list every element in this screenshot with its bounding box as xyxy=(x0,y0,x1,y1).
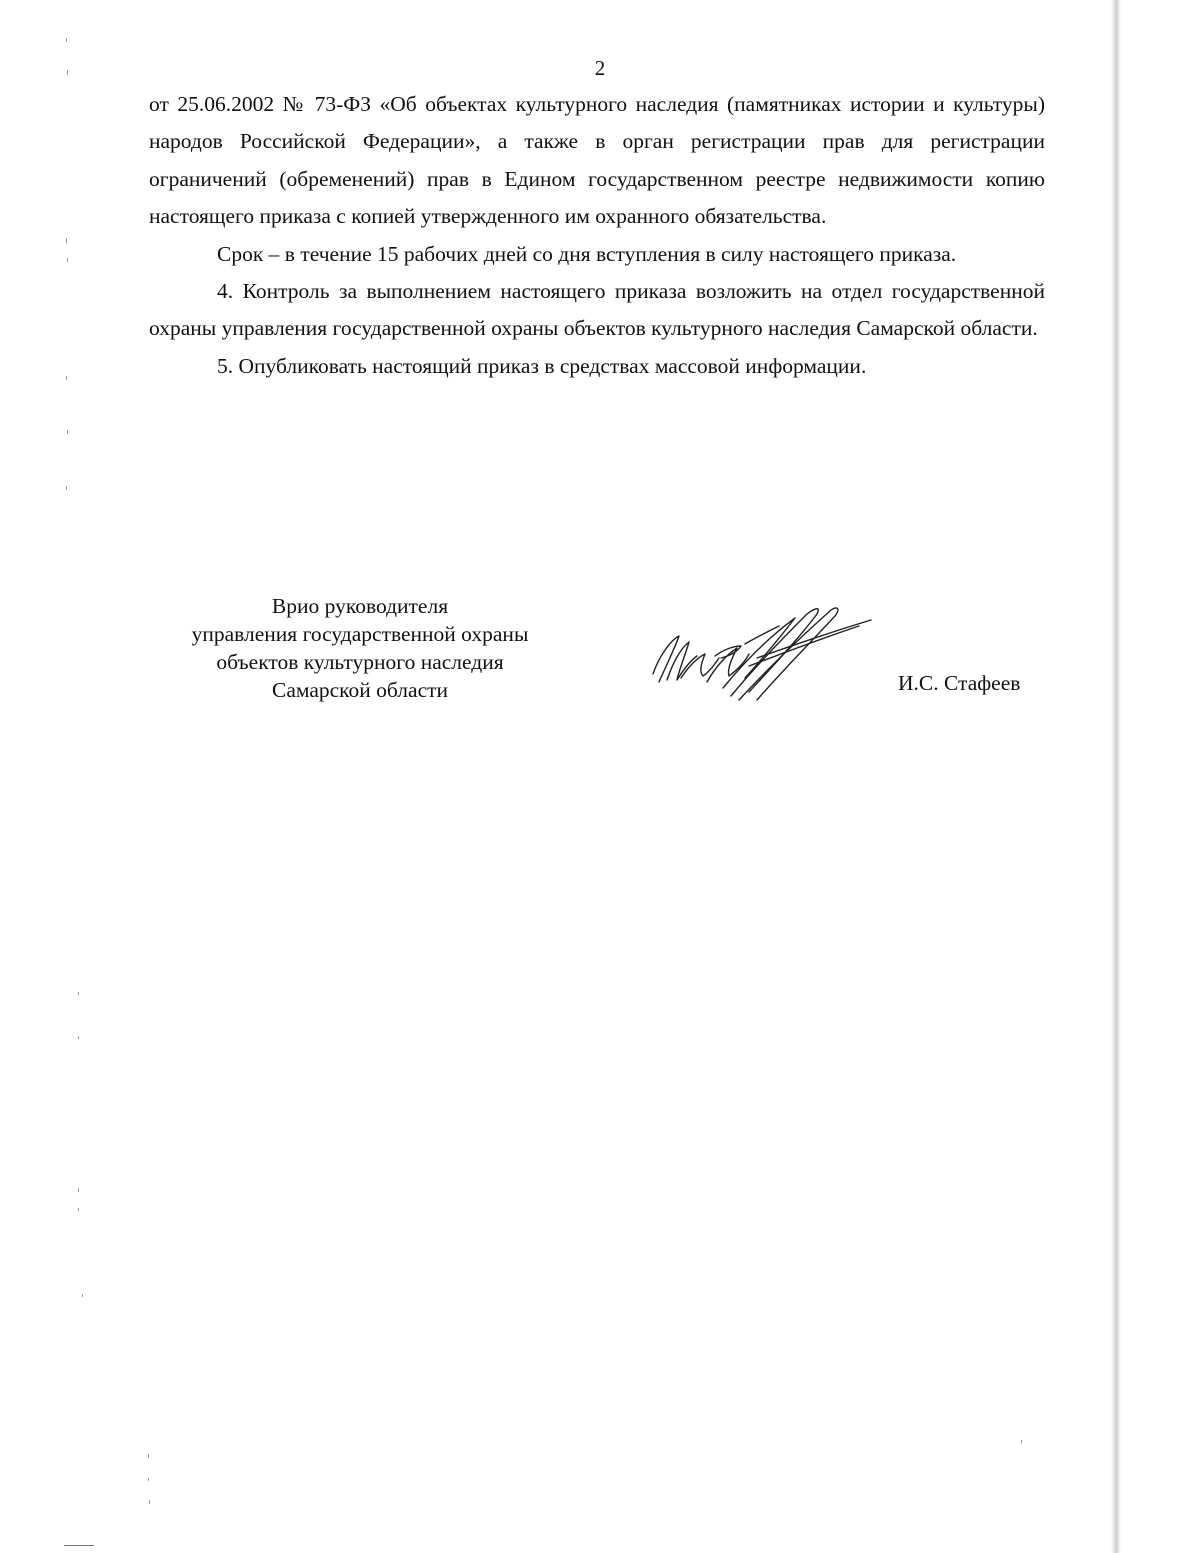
scan-artifact xyxy=(64,1545,94,1546)
scan-artifact xyxy=(67,430,68,434)
page-number: 2 xyxy=(594,56,606,80)
scan-artifact xyxy=(67,258,68,262)
position-line: управления государственной охраны xyxy=(191,622,529,646)
handwritten-signature xyxy=(645,596,880,708)
position-line: Врио руководителя xyxy=(271,594,449,618)
position-line: объектов культурного наследия xyxy=(216,650,504,674)
scan-artifact xyxy=(78,992,79,995)
scan-artifact xyxy=(67,70,68,75)
paragraph-deadline: Срок – в течение 15 рабочих дней со дня вступления в силу настоящего приказа. xyxy=(217,241,957,266)
paragraph-continuation: от 25.06.2002 № 73-ФЗ «Об объектах культурного наследия (памятниках истории и культуры) народов Российской Федерации», а также в орган регистрации прав для регистрации ограничений (обременений) прав в Едином государственном реестре недвижимости копию настоящего приказа с копией утвержденного им охранного обязательства. xyxy=(149,92,1045,229)
scan-artifact xyxy=(66,38,67,42)
scan-artifact xyxy=(82,1294,83,1297)
signatory-name: И.С. Стафеев xyxy=(898,671,1021,695)
paragraph-item-5: 5. Опубликовать настоящий приказ в средствах массовой информации. xyxy=(217,353,867,378)
scan-edge-shadow xyxy=(1111,0,1121,1553)
position-line: Самарской области xyxy=(271,678,449,702)
document-body xyxy=(149,86,1045,385)
scan-artifact xyxy=(148,1454,149,1458)
scan-artifact xyxy=(149,1500,150,1504)
signatory-position xyxy=(150,592,570,704)
scan-artifact xyxy=(66,238,67,243)
scan-artifact xyxy=(148,1478,149,1481)
scan-artifact xyxy=(78,1036,79,1039)
scan-artifact xyxy=(66,376,67,380)
paragraph-item-4: 4. Контроль за выполнением настоящего приказа возложить на отдел государственной охраны управления государственной охраны объектов культурного наследия Самарской области. xyxy=(149,279,1045,341)
scan-artifact xyxy=(1021,1440,1022,1443)
scan-artifact xyxy=(66,486,67,490)
scan-artifact xyxy=(78,1188,79,1192)
scan-artifact xyxy=(78,1208,79,1211)
